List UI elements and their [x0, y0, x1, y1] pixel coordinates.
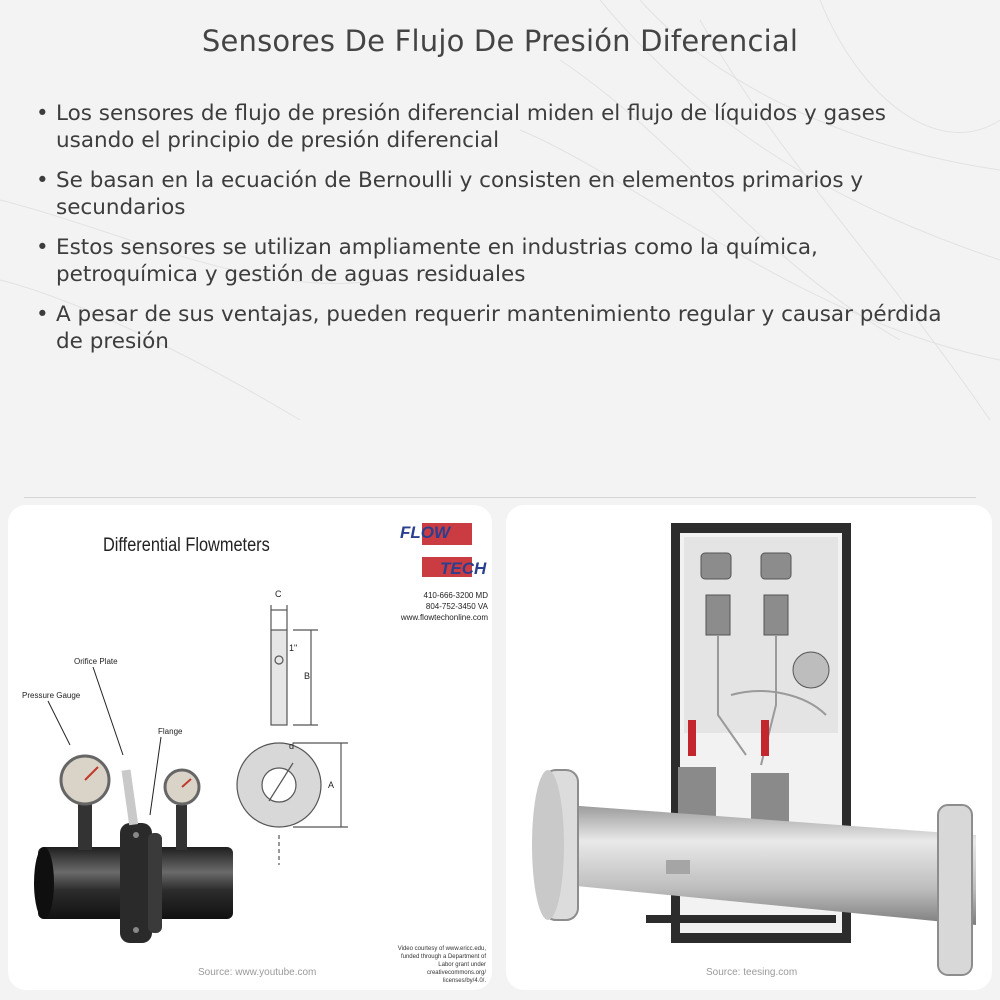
- logo-text-bottom: TECH: [440, 559, 487, 578]
- bullet-marker: •: [36, 302, 49, 327]
- differential-flowmeter-image: [8, 505, 492, 990]
- dimension-a: A: [328, 780, 335, 790]
- bullet-item: [34, 100, 964, 154]
- bullet-item: [34, 301, 964, 355]
- website: www.flowtechonline.com: [400, 613, 488, 622]
- contact-info: [392, 590, 488, 623]
- dimension-1-inch: 1": [289, 643, 298, 653]
- logo-text-top: FLOW: [400, 523, 451, 542]
- bullet-marker: •: [36, 235, 49, 260]
- dimension-b: B: [304, 671, 311, 681]
- label-orifice-plate: Orifice Plate: [74, 657, 118, 666]
- image-source-left: Source: www.youtube.com: [198, 967, 317, 978]
- bullet-text: Se basan en la ecuación de Bernoulli y consisten en elementos primarios y secundarios: [56, 168, 864, 220]
- bullet-text: Estos sensores se utilizan ampliamente en industrias como la química, petroquímica y gestión de aguas residuales: [56, 235, 818, 287]
- bullet-marker: •: [36, 101, 49, 126]
- bullet-text: Los sensores de flujo de presión diferencial miden el flujo de líquidos y gases usando el principio de presión diferencial: [56, 101, 886, 153]
- page-title: Sensores De Flujo De Presión Diferencial: [201, 24, 799, 58]
- bullet-item: [34, 234, 964, 288]
- flowtech-logo: [398, 517, 488, 592]
- section-divider: [24, 497, 976, 498]
- flowmeter-photo: [506, 505, 992, 990]
- bullet-item: [34, 167, 964, 221]
- dimension-d: d: [289, 741, 295, 751]
- label-flange: Flange: [158, 727, 183, 736]
- phone-va: 804-752-3450 VA: [425, 602, 488, 611]
- phone-md: 410-666-3200 MD: [423, 591, 488, 600]
- image-source-right: Source: teesing.com: [706, 967, 798, 978]
- diagram-heading: Differential Flowmeters: [103, 535, 270, 556]
- label-pressure-gauge: Pressure Gauge: [22, 691, 81, 700]
- dimension-c: C: [275, 589, 282, 599]
- bullet-list: [34, 100, 964, 368]
- flowmeter-photo-illustration: [506, 505, 992, 990]
- video-credit: Video courtesy of www.ericc.edu, funded through a Department of Labor grant under creativecommons.org/ licenses/by/4.0/.: [397, 946, 486, 984]
- bullet-marker: •: [36, 168, 49, 193]
- bullet-text: A pesar de sus ventajas, pueden requerir mantenimiento regular y causar pérdida de presión: [56, 302, 942, 354]
